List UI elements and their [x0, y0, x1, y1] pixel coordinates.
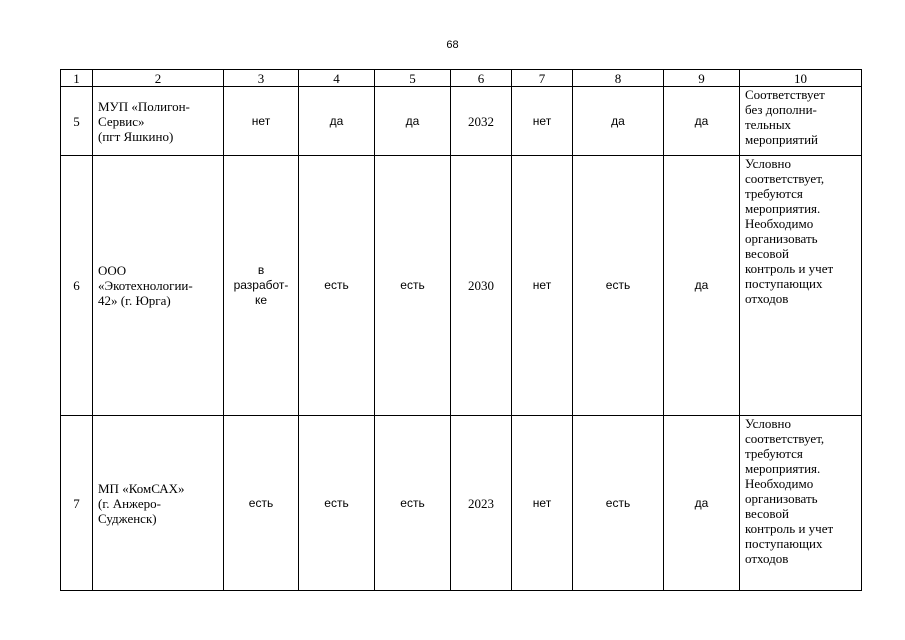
header-cell: 6 [451, 70, 512, 87]
table-cell: есть [375, 156, 451, 416]
data-table [60, 69, 862, 591]
table-cell: да [573, 87, 664, 156]
row-number-cell: 5 [61, 87, 93, 156]
table-row [61, 416, 862, 591]
operator-name-cell: МУП «Полигон- Сервис» (пгт Яшкино) [93, 87, 224, 156]
table-row [61, 156, 862, 416]
conclusion-cell: Условно соответствует, требуются мероприятия. Необходимо организовать весовой контроль и учет поступающих отходов [740, 416, 862, 591]
year-cell: 2023 [451, 416, 512, 591]
row-number-cell: 7 [61, 416, 93, 591]
header-cell: 8 [573, 70, 664, 87]
header-cell: 1 [61, 70, 93, 87]
header-cell: 10 [740, 70, 862, 87]
table-cell: да [664, 156, 740, 416]
operator-name-cell: ООО «Экотехнологии- 42» (г. Юрга) [93, 156, 224, 416]
table-cell: да [375, 87, 451, 156]
header-cell: 7 [512, 70, 573, 87]
table-cell: есть [299, 156, 375, 416]
table-cell: есть [299, 416, 375, 591]
table-cell: нет [224, 87, 299, 156]
table-cell: да [299, 87, 375, 156]
page-number: 68 [446, 39, 459, 51]
conclusion-cell: Соответствует без дополни- тельных мероприятий [740, 87, 862, 156]
operator-name-cell: МП «КомСАХ» (г. Анжеро- Судженск) [93, 416, 224, 591]
year-cell: 2032 [451, 87, 512, 156]
table-cell: нет [512, 87, 573, 156]
header-cell: 5 [375, 70, 451, 87]
table-row [61, 87, 862, 156]
table-header-row [61, 70, 862, 87]
table-cell: нет [512, 416, 573, 591]
header-cell: 9 [664, 70, 740, 87]
table-cell: есть [224, 416, 299, 591]
table-cell: да [664, 416, 740, 591]
header-cell: 2 [93, 70, 224, 87]
table-cell: в разработ- ке [224, 156, 299, 416]
table-cell: есть [375, 416, 451, 591]
header-cell: 4 [299, 70, 375, 87]
table-cell: нет [512, 156, 573, 416]
row-number-cell: 6 [61, 156, 93, 416]
table-cell: есть [573, 416, 664, 591]
table-cell: есть [573, 156, 664, 416]
table-cell: да [664, 87, 740, 156]
year-cell: 2030 [451, 156, 512, 416]
conclusion-cell: Условно соответствует, требуются мероприятия. Необходимо организовать весовой контроль и учет поступающих отходов [740, 156, 862, 416]
header-cell: 3 [224, 70, 299, 87]
